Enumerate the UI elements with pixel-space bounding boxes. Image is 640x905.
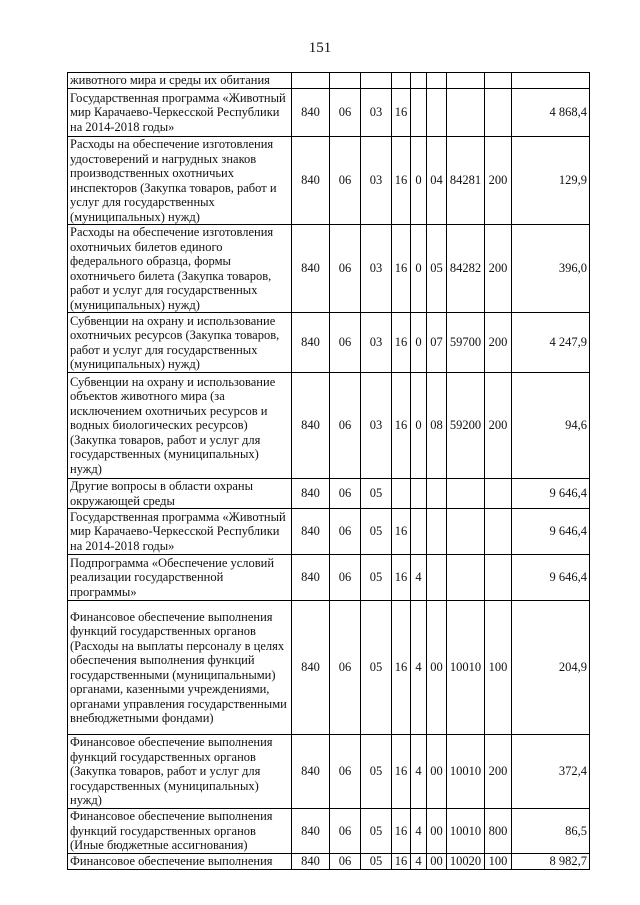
direction-code-cell: 10020 [447, 853, 485, 869]
direction-code-cell [447, 555, 485, 601]
event-code-cell [427, 509, 447, 555]
program-code-cell: 16 [392, 601, 411, 735]
table-row [68, 73, 590, 89]
event-code-cell: 00 [427, 735, 447, 809]
grbs-cell: 840 [292, 853, 330, 869]
amount-cell: 94,6 [512, 373, 590, 479]
subprogram-code-cell [411, 479, 427, 509]
event-code-cell: 04 [427, 137, 447, 225]
grbs-cell: 840 [292, 137, 330, 225]
expense-type-cell: 100 [485, 601, 512, 735]
row-name-cell: Расходы на обеспечение изготовления удостоверений и нагрудных знаков производственных охотничьих инспекторов (Закупка товаров, работ и услуг для государственных (муниципальных) нужд) [68, 137, 292, 225]
amount-cell: 4 868,4 [512, 89, 590, 137]
direction-code-cell: 10010 [447, 601, 485, 735]
direction-code-cell: 84282 [447, 225, 485, 313]
subprogram-code-cell [411, 509, 427, 555]
amount-cell: 9 646,4 [512, 509, 590, 555]
direction-code-cell [447, 73, 485, 89]
page-number: 151 [308, 40, 332, 56]
event-code-cell [427, 479, 447, 509]
expense-type-cell: 100 [485, 853, 512, 869]
expense-type-cell: 200 [485, 373, 512, 479]
grbs-cell: 840 [292, 601, 330, 735]
grbs-cell: 840 [292, 555, 330, 601]
subprogram-code-cell: 4 [411, 555, 427, 601]
table-row [68, 313, 590, 373]
table-row [68, 853, 590, 869]
program-code-cell: 16 [392, 735, 411, 809]
subsection-cell [361, 73, 392, 89]
subprogram-code-cell [411, 73, 427, 89]
row-name-cell: Государственная программа «Животный мир Карачаево-Черкесской Республики на 2014-2018 годы» [68, 89, 292, 137]
section-cell: 06 [330, 601, 361, 735]
table-row [68, 137, 590, 225]
section-cell: 06 [330, 313, 361, 373]
expense-type-cell: 200 [485, 735, 512, 809]
grbs-cell: 840 [292, 313, 330, 373]
expense-type-cell [485, 73, 512, 89]
direction-code-cell [447, 479, 485, 509]
event-code-cell: 00 [427, 601, 447, 735]
program-code-cell: 16 [392, 853, 411, 869]
amount-cell: 204,9 [512, 601, 590, 735]
event-code-cell: 08 [427, 373, 447, 479]
row-name-cell: Подпрограмма «Обеспечение условий реализации государственной программы» [68, 555, 292, 601]
section-cell: 06 [330, 853, 361, 869]
program-code-cell: 16 [392, 137, 411, 225]
direction-code-cell: 59200 [447, 373, 485, 479]
section-cell: 06 [330, 225, 361, 313]
grbs-cell: 840 [292, 809, 330, 854]
subprogram-code-cell: 0 [411, 313, 427, 373]
row-name-cell: Субвенции на охрану и использование объектов животного мира (за исключением охотничьих ресурсов и водных биологических ресурсов) (Закупка товаров, работ и услуг для государственных (муниципальных) нужд) [68, 373, 292, 479]
subsection-cell: 05 [361, 479, 392, 509]
budget-table [67, 72, 590, 870]
expense-type-cell: 200 [485, 313, 512, 373]
subprogram-code-cell: 4 [411, 735, 427, 809]
row-name-cell: Финансовое обеспечение выполнения функций государственных органов (Закупка товаров, работ и услуг для государственных (муниципальных) нужд) [68, 735, 292, 809]
section-cell: 06 [330, 509, 361, 555]
grbs-cell: 840 [292, 225, 330, 313]
event-code-cell: 05 [427, 225, 447, 313]
program-code-cell: 16 [392, 373, 411, 479]
event-code-cell [427, 73, 447, 89]
amount-cell: 9 646,4 [512, 479, 590, 509]
table-row [68, 373, 590, 479]
expense-type-cell [485, 479, 512, 509]
subsection-cell: 05 [361, 853, 392, 869]
row-name-cell: Финансовое обеспечение выполнения [68, 853, 292, 869]
row-name-cell: животного мира и среды их обитания [68, 73, 292, 89]
row-name-cell: Другие вопросы в области охраны окружающей среды [68, 479, 292, 509]
direction-code-cell [447, 509, 485, 555]
subsection-cell: 05 [361, 735, 392, 809]
subsection-cell: 05 [361, 809, 392, 854]
event-code-cell: 00 [427, 809, 447, 854]
event-code-cell: 07 [427, 313, 447, 373]
expense-type-cell: 200 [485, 225, 512, 313]
program-code-cell [392, 73, 411, 89]
subsection-cell: 03 [361, 373, 392, 479]
amount-cell: 8 982,7 [512, 853, 590, 869]
expense-type-cell: 200 [485, 137, 512, 225]
direction-code-cell [447, 89, 485, 137]
amount-cell: 86,5 [512, 809, 590, 854]
amount-cell [512, 73, 590, 89]
grbs-cell: 840 [292, 509, 330, 555]
table-row [68, 555, 590, 601]
subprogram-code-cell: 0 [411, 373, 427, 479]
expense-type-cell: 800 [485, 809, 512, 854]
program-code-cell: 16 [392, 225, 411, 313]
row-name-cell: Расходы на обеспечение изготовления охотничьих билетов единого федерального образца, формы охотничьего билета (Закупка товаров, работ и услуг для государственных (муниципальных) нужд) [68, 225, 292, 313]
direction-code-cell: 84281 [447, 137, 485, 225]
expense-type-cell [485, 89, 512, 137]
amount-cell: 4 247,9 [512, 313, 590, 373]
amount-cell: 9 646,4 [512, 555, 590, 601]
section-cell: 06 [330, 555, 361, 601]
grbs-cell [292, 73, 330, 89]
event-code-cell [427, 89, 447, 137]
table-row [68, 89, 590, 137]
section-cell [330, 73, 361, 89]
event-code-cell [427, 555, 447, 601]
table-row [68, 809, 590, 854]
program-code-cell: 16 [392, 555, 411, 601]
section-cell: 06 [330, 373, 361, 479]
subsection-cell: 03 [361, 313, 392, 373]
row-name-cell: Субвенции на охрану и использование охотничьих ресурсов (Закупка товаров, работ и услуг для государственных (муниципальных) нужд) [68, 313, 292, 373]
direction-code-cell: 59700 [447, 313, 485, 373]
table-row [68, 479, 590, 509]
subsection-cell: 05 [361, 509, 392, 555]
subsection-cell: 03 [361, 225, 392, 313]
table-row [68, 601, 590, 735]
section-cell: 06 [330, 735, 361, 809]
section-cell: 06 [330, 479, 361, 509]
direction-code-cell: 10010 [447, 735, 485, 809]
subprogram-code-cell: 0 [411, 137, 427, 225]
grbs-cell: 840 [292, 373, 330, 479]
section-cell: 06 [330, 809, 361, 854]
subsection-cell: 05 [361, 601, 392, 735]
subprogram-code-cell: 4 [411, 601, 427, 735]
amount-cell: 129,9 [512, 137, 590, 225]
subsection-cell: 05 [361, 555, 392, 601]
program-code-cell: 16 [392, 509, 411, 555]
table-row [68, 225, 590, 313]
subsection-cell: 03 [361, 89, 392, 137]
subprogram-code-cell: 4 [411, 809, 427, 854]
table-row [68, 509, 590, 555]
expense-type-cell [485, 509, 512, 555]
grbs-cell: 840 [292, 479, 330, 509]
section-cell: 06 [330, 89, 361, 137]
program-code-cell: 16 [392, 89, 411, 137]
section-cell: 06 [330, 137, 361, 225]
expense-type-cell [485, 555, 512, 601]
row-name-cell: Финансовое обеспечение выполнения функций государственных органов (Расходы на выплаты персоналу в целях обеспечения выполнения функций государственными (муниципальными) органами, казенными учреждениями, органами управления государственными внебюджетными фондами) [68, 601, 292, 735]
program-code-cell: 16 [392, 313, 411, 373]
row-name-cell: Государственная программа «Животный мир Карачаево-Черкесской Республики на 2014-2018 годы» [68, 509, 292, 555]
program-code-cell: 16 [392, 809, 411, 854]
row-name-cell: Финансовое обеспечение выполнения функций государственных органов (Иные бюджетные ассигнования) [68, 809, 292, 854]
subprogram-code-cell: 4 [411, 853, 427, 869]
subprogram-code-cell [411, 89, 427, 137]
amount-cell: 372,4 [512, 735, 590, 809]
program-code-cell [392, 479, 411, 509]
grbs-cell: 840 [292, 89, 330, 137]
subprogram-code-cell: 0 [411, 225, 427, 313]
direction-code-cell: 10010 [447, 809, 485, 854]
table-row [68, 735, 590, 809]
amount-cell: 396,0 [512, 225, 590, 313]
subsection-cell: 03 [361, 137, 392, 225]
grbs-cell: 840 [292, 735, 330, 809]
event-code-cell: 00 [427, 853, 447, 869]
